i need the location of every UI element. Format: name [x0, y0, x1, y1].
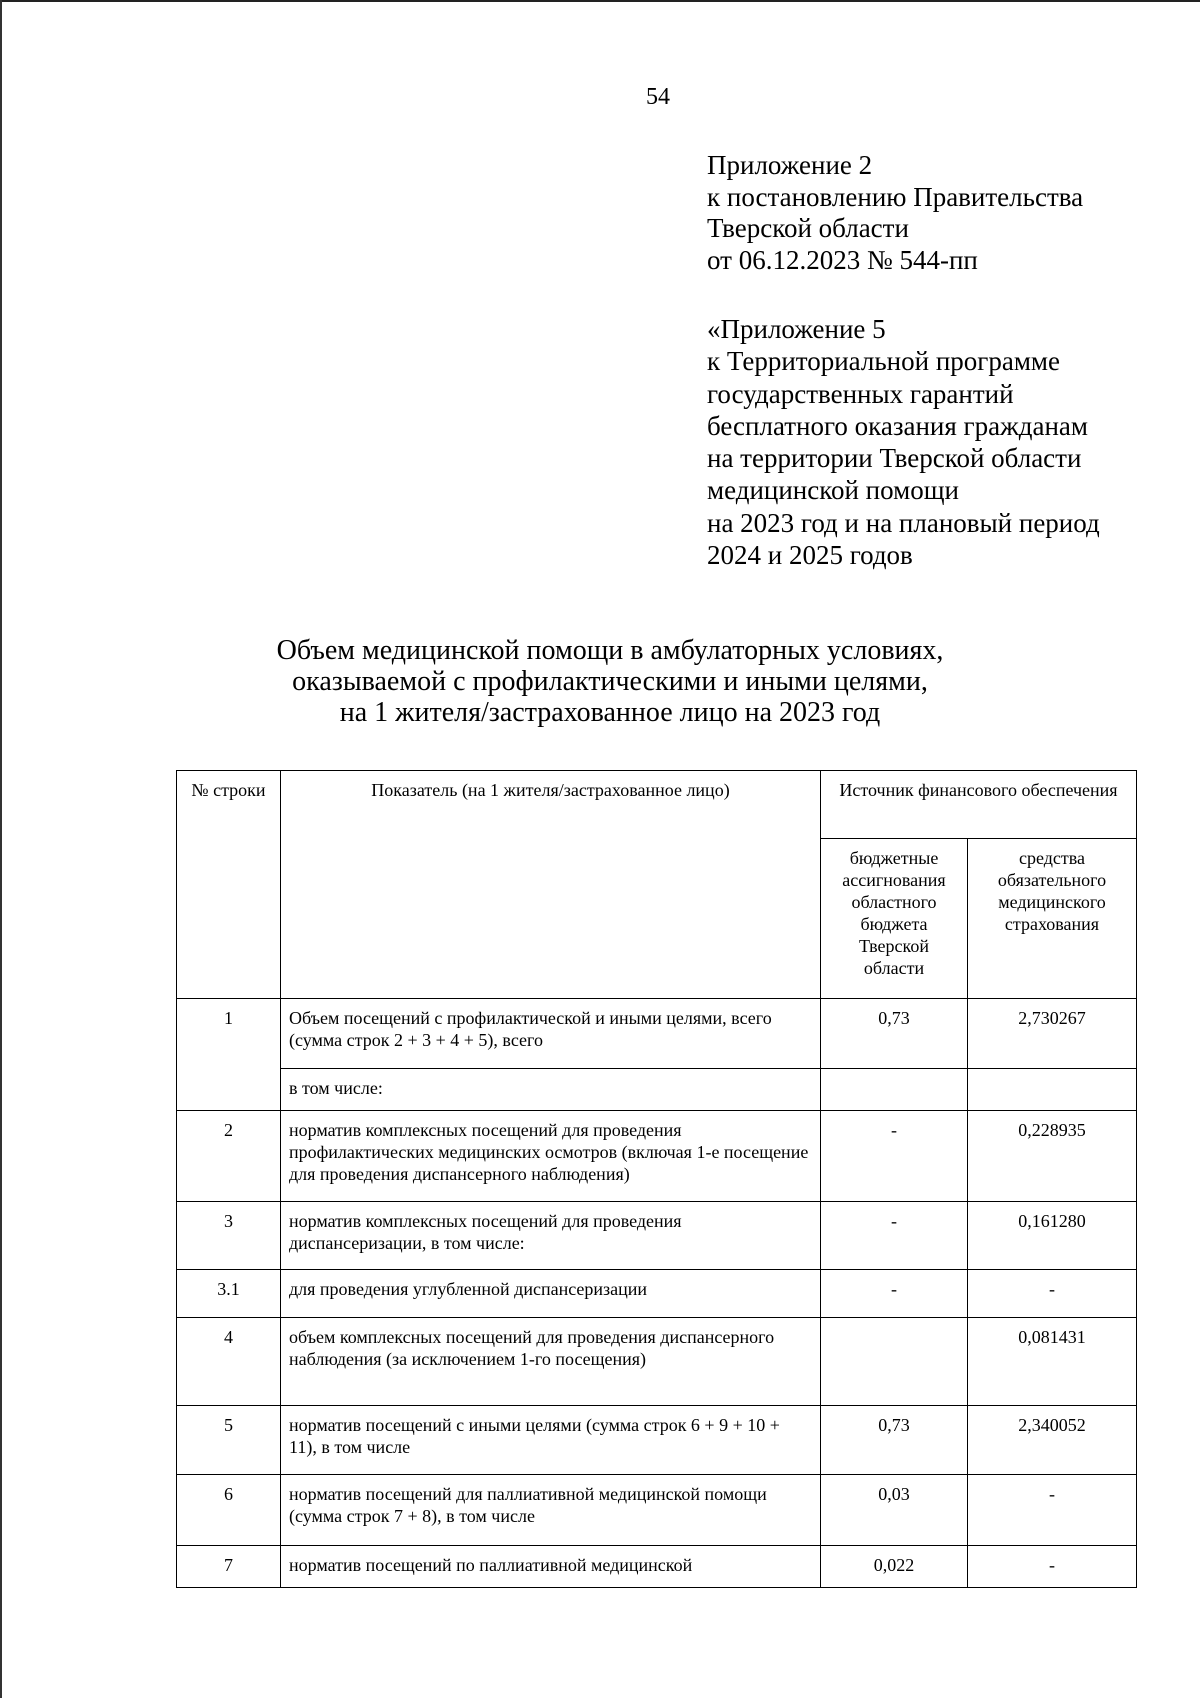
- row-indicator: для проведения углубленной диспансеризации: [281, 1270, 821, 1318]
- table-row: [177, 1069, 1137, 1111]
- row-indicator: норматив комплексных посещений для проведения диспансеризации, в том числе:: [281, 1202, 821, 1270]
- row-oms-value: -: [968, 1270, 1137, 1318]
- row-budget-value: 0,73: [821, 999, 968, 1069]
- appendix-line: Тверской области: [707, 213, 909, 243]
- row-indicator: в том числе:: [281, 1069, 821, 1111]
- scan-edge-top: [0, 0, 1200, 2]
- table-row: [177, 1406, 1137, 1475]
- row-indicator: норматив посещений по паллиативной медицинской: [281, 1546, 821, 1588]
- row-budget-value: -: [821, 1111, 968, 1202]
- appendix-quote-header: [707, 313, 1100, 571]
- row-oms-value: 0,228935: [968, 1111, 1137, 1202]
- row-number: 2: [177, 1111, 281, 1202]
- header-source: Источник финансового обеспечения: [821, 771, 1137, 839]
- row-budget-value: 0,03: [821, 1475, 968, 1546]
- header-budget: бюджетные ассигнования областного бюджета Тверской области: [821, 839, 968, 999]
- header-row: [177, 771, 1137, 839]
- row-indicator: норматив комплексных посещений для проведения профилактических медицинских осмотров (включая 1-е посещение для проведения диспансерного наблюдения): [281, 1111, 821, 1202]
- row-indicator: объем комплексных посещений для проведения диспансерного наблюдения (за исключением 1-го посещения): [281, 1318, 821, 1406]
- appendix-quote-line: «Приложение 5: [707, 314, 886, 344]
- row-number: 5: [177, 1406, 281, 1475]
- appendix-line: Приложение 2: [707, 150, 873, 180]
- title-line: Объем медицинской помощи в амбулаторных условиях,: [276, 635, 944, 666]
- scan-edge-left: [0, 0, 2, 1698]
- row-oms-value: 0,081431: [968, 1318, 1137, 1406]
- table-row: [177, 1111, 1137, 1202]
- row-number: [177, 1069, 281, 1111]
- appendix-line: к постановлению Правительства: [707, 181, 1084, 212]
- table-row: [177, 1475, 1137, 1546]
- appendix-header: [707, 150, 1083, 276]
- row-budget-value: 0,73: [821, 1406, 968, 1475]
- row-indicator: Объем посещений с профилактической и иными целями, всего (сумма строк 2 + 3 + 4 + 5), всего: [281, 999, 821, 1069]
- row-indicator: норматив посещений для паллиативной медицинской помощи (сумма строк 7 + 8), в том числе: [281, 1475, 821, 1546]
- row-budget-value: -: [821, 1202, 968, 1270]
- title-line: на 1 жителя/застрахованное лицо на 2023 год: [339, 697, 881, 728]
- appendix-quote-line: на территории Тверской области: [707, 443, 1082, 474]
- row-number: 3: [177, 1202, 281, 1270]
- appendix-quote-line: государственных гарантий: [707, 378, 1014, 409]
- appendix-quote-line: бесплатного оказания гражданам: [707, 410, 1088, 441]
- row-oms-value: 0,161280: [968, 1202, 1137, 1270]
- document-title: [220, 635, 1000, 728]
- row-number: 3.1: [177, 1270, 281, 1318]
- row-budget-value: -: [821, 1270, 968, 1318]
- volume-table: [176, 770, 1137, 1588]
- table-row: [177, 999, 1137, 1069]
- row-indicator: норматив посещений с иными целями (сумма строк 6 + 9 + 10 + 11), в том числе: [281, 1406, 821, 1475]
- table-row: [177, 1546, 1137, 1588]
- header-row-no: № строки: [177, 771, 281, 999]
- appendix-quote-line: к Территориальной программе: [707, 346, 1060, 377]
- header-oms: средства обязательного медицинского страхования: [968, 839, 1137, 999]
- row-oms-value: [968, 1069, 1137, 1111]
- row-budget-value: [821, 1069, 968, 1111]
- appendix-line: от 06.12.2023 № 544-пп: [707, 244, 978, 275]
- row-budget-value: 0,022: [821, 1546, 968, 1588]
- row-oms-value: 2,730267: [968, 999, 1137, 1069]
- header-indicator: Показатель (на 1 жителя/застрахованное лицо): [281, 771, 821, 999]
- row-budget-value: [821, 1318, 968, 1406]
- appendix-quote-line: 2024 и 2025 годов: [707, 540, 913, 571]
- table-row: [177, 1318, 1137, 1406]
- table-row: [177, 1202, 1137, 1270]
- row-number: 1: [177, 999, 281, 1069]
- page-number: 54: [646, 84, 670, 110]
- appendix-quote-line: медицинской помощи: [707, 475, 959, 506]
- row-oms-value: -: [968, 1546, 1137, 1588]
- row-number: 4: [177, 1318, 281, 1406]
- row-oms-value: 2,340052: [968, 1406, 1137, 1475]
- title-line: оказываемой с профилактическими и иными целями,: [292, 666, 928, 697]
- appendix-quote-line: на 2023 год и на плановый период: [707, 507, 1100, 538]
- row-oms-value: -: [968, 1475, 1137, 1546]
- table-row: [177, 1270, 1137, 1318]
- row-number: 6: [177, 1475, 281, 1546]
- row-number: 7: [177, 1546, 281, 1588]
